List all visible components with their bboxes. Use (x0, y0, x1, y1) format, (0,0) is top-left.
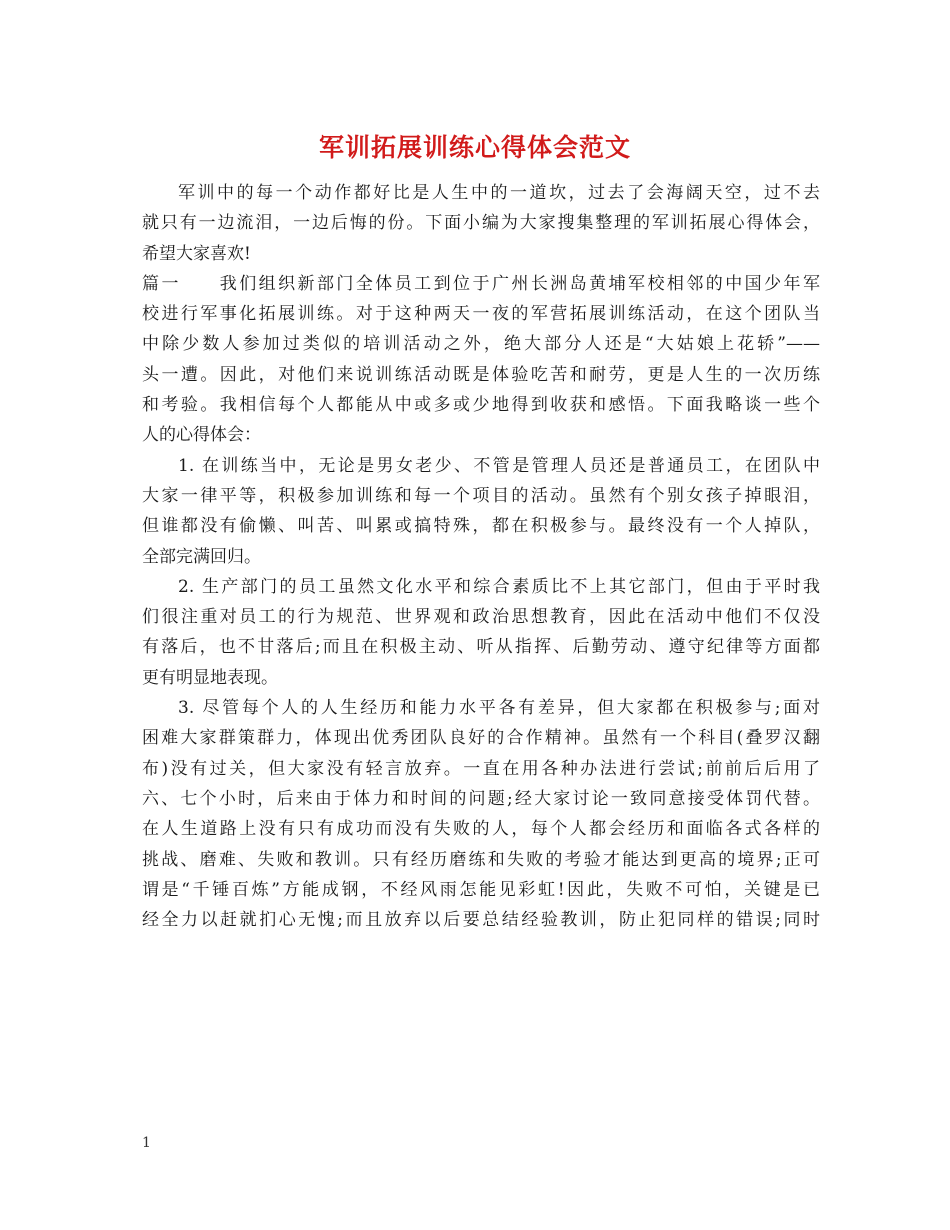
paragraph-line: 布)没有过关，但大家没有轻言放弃。一直在用各种办法进行尝试;前前后后用了 (142, 758, 820, 779)
paragraph-line: 六、七个小时，后来由于体力和时间的问题;经大家讨论一致同意接受体罚代替。 (142, 788, 820, 809)
page-number: 1 (142, 1135, 151, 1151)
paragraph-line: 大家一律平等，积极参加训练和每一个项目的活动。虽然有个别女孩子掉眼泪， (142, 485, 820, 506)
paragraph-line: 中除少数人参加过类似的培训活动之外，绝大部分人还是“大姑娘上花轿”—— (142, 334, 820, 355)
paragraph-line: 人的心得体会： (142, 425, 261, 446)
paragraph-line: 有落后，也不甘落后;而且在积极主动、听从指挥、后勤劳动、遵守纪律等方面都 (142, 637, 820, 658)
paragraph-line: 全部完满回归。 (142, 546, 261, 567)
paragraph-line: 但谁都没有偷懒、叫苦、叫累或搞特殊，都在积极参与。最终没有一个人掉队， (142, 516, 820, 537)
paragraph-line: 经全力以赶就扪心无愧;而且放弃以后要总结经验教训，防止犯同样的错误;同时 (142, 910, 820, 931)
paragraph-line: 困难大家群策群力，体现出优秀团队良好的合作精神。虽然有一个科目(叠罗汉翻 (142, 728, 820, 749)
paragraph-line: 校进行军事化拓展训练。对于这种两天一夜的军营拓展训练活动，在这个团队当 (142, 304, 820, 325)
paragraph-line: 在人生道路上没有只有成功而没有失败的人，每个人都会经历和面临各式各样的 (142, 819, 820, 840)
document-title: 军训拓展训练心得体会范文 (318, 133, 631, 162)
document-body (142, 178, 820, 935)
paragraph-line: 军训中的每一个动作都好比是人生中的一道坎，过去了会海阔天空，过不去 (178, 183, 820, 203)
paragraph-line: 1. 在训练当中，无论是男女老少、不管是管理人员还是普通员工，在团队中 (178, 455, 820, 476)
paragraph-line: 篇一 我们组织新部门全体员工到位于广州长洲岛黄埔军校相邻的中国少年军 (142, 273, 820, 294)
paragraph-line: 就只有一边流泪，一边后悔的份。下面小编为大家搜集整理的军训拓展心得体会， (142, 213, 820, 234)
paragraph-line: 谓是“千锤百炼”方能成钢，不经风雨怎能见彩虹!因此，失败不可怕，关键是已 (142, 879, 820, 900)
paragraph-line: 挑战、磨难、失败和教训。只有经历磨练和失败的考验才能达到更高的境界;正可 (142, 849, 820, 870)
paragraph-line: 更有明显地表现。 (142, 667, 278, 688)
paragraph-line: 和考验。我相信每个人都能从中或多或少地得到收获和感悟。下面我略谈一些个 (142, 395, 820, 416)
paragraph-line: 们很注重对员工的行为规范、世界观和政治思想教育，因此在活动中他们不仅没 (142, 607, 820, 628)
paragraph-line: 3. 尽管每个人的人生经历和能力水平各有差异，但大家都在积极参与;面对 (178, 698, 820, 719)
paragraph-line: 2. 生产部门的员工虽然文化水平和综合素质比不上其它部门，但由于平时我 (178, 576, 820, 597)
paragraph-line: 希望大家喜欢! (142, 243, 251, 264)
paragraph-line: 头一遭。因此，对他们来说训练活动既是体验吃苦和耐劳，更是人生的一次历练 (142, 364, 820, 385)
